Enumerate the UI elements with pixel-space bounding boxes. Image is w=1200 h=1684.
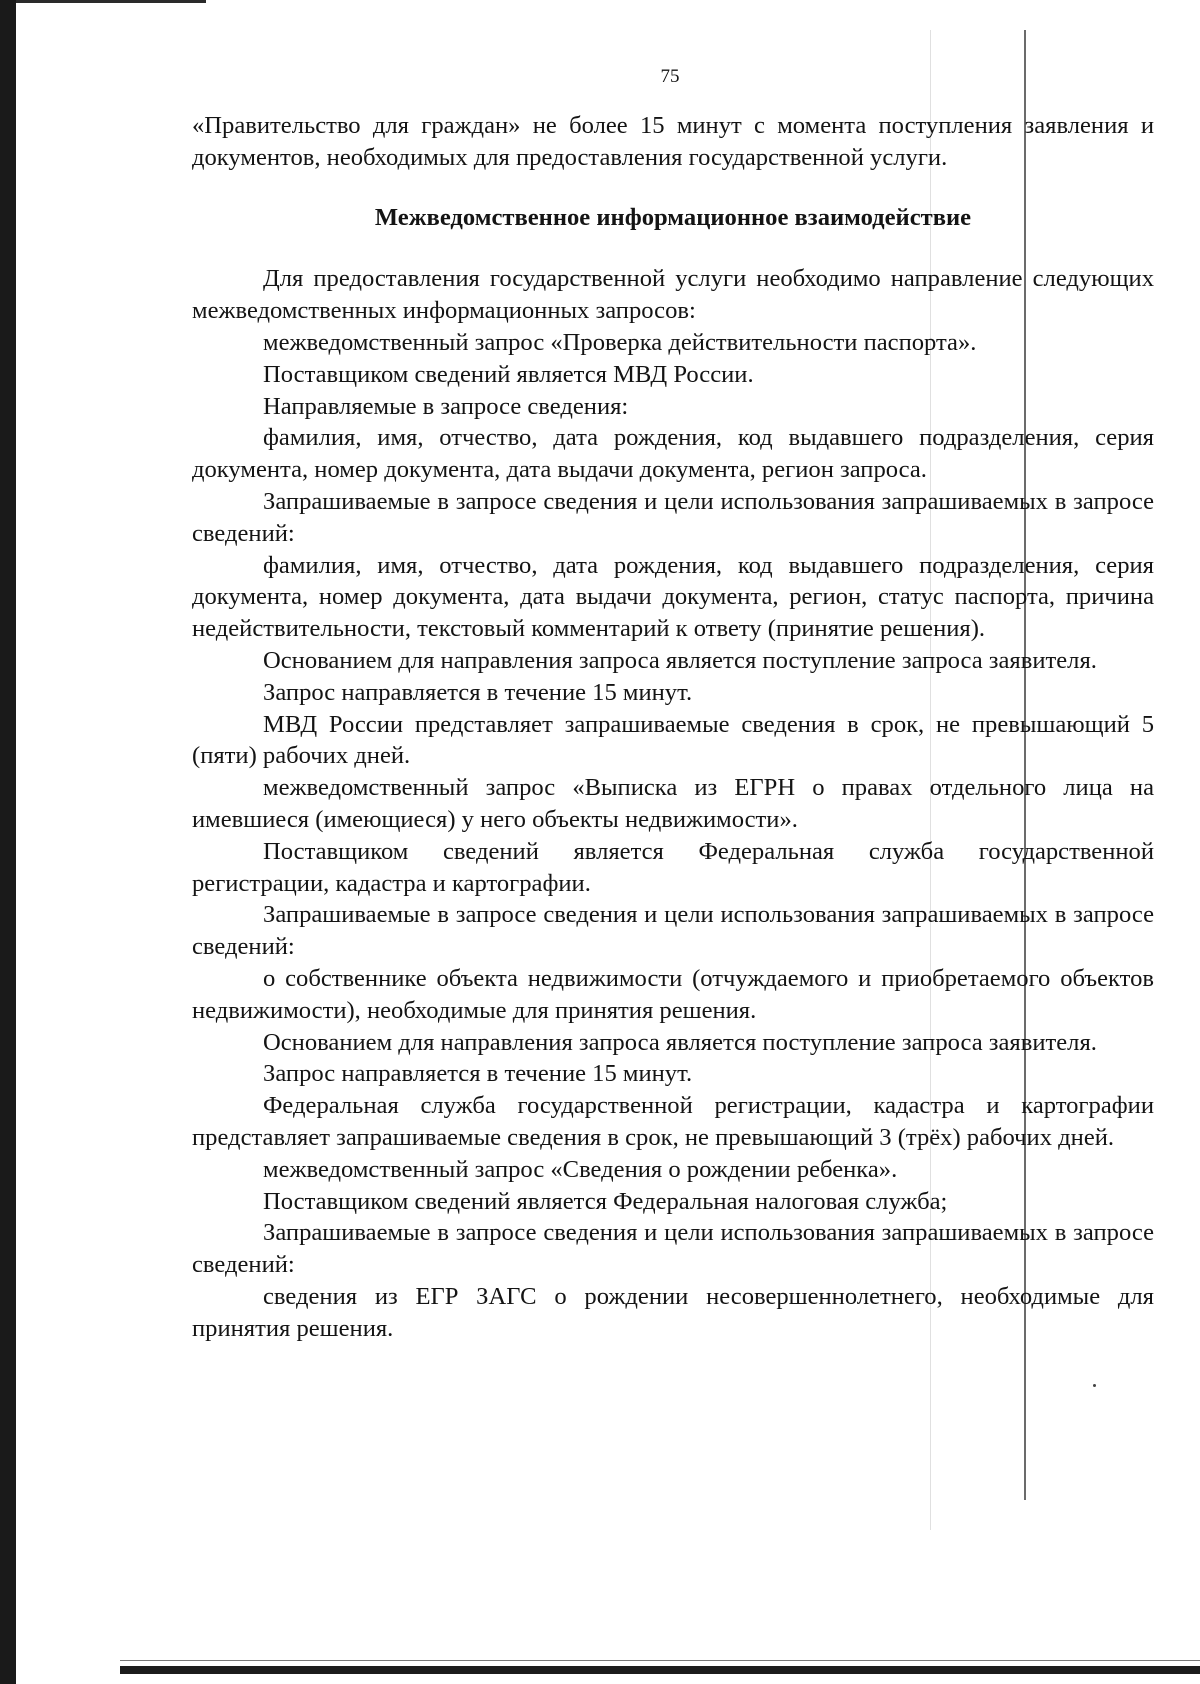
paragraph: Запрашиваемые в запросе сведения и цели использования запрашиваемых в запросе сведений:	[192, 901, 1154, 961]
paragraph: Запрашиваемые в запросе сведения и цели использования запрашиваемых в запросе сведений:	[192, 1219, 1154, 1279]
scan-edge-bottom-thin	[120, 1660, 1200, 1661]
paragraph: о собственнике объекта недвижимости (отчуждаемого и приобретаемого объектов недвижимости), необходимые для принятия решения.	[192, 964, 1154, 1024]
scan-edge-bottom	[120, 1666, 1200, 1674]
scan-edge-top	[16, 0, 206, 3]
page-number: 75	[660, 66, 680, 87]
paragraph: межведомственный запрос «Сведения о рождении ребенка».	[263, 1155, 898, 1183]
paragraph: сведения из ЕГР ЗАГС о рождении несовершеннолетнего, необходимые для принятия решения.	[192, 1282, 1154, 1342]
paragraph: Запрос направляется в течение 15 минут.	[263, 1060, 693, 1088]
paragraph: Запрашиваемые в запросе сведения и цели использования запрашиваемых в запросе сведений:	[192, 487, 1154, 547]
scan-speck	[1093, 1384, 1096, 1387]
paragraph: Запрос направляется в течение 15 минут.	[263, 678, 693, 706]
paragraph: Основанием для направления запроса является поступление запроса заявителя.	[263, 1028, 1097, 1056]
paragraph: Поставщиком сведений является Федеральная служба государственной регистрации, кадастра и картографии.	[192, 837, 1154, 897]
paragraph: Федеральная служба государственной регистрации, кадастра и картографии представляет запрашиваемые сведения в срок, не превышающий 3 (трёх) рабочих дней.	[192, 1092, 1154, 1151]
paragraph: межведомственный запрос «Выписка из ЕГРН о правах отдельного лица на имевшиеся (имеющиеся) у него объекты недвижимости».	[192, 774, 1154, 833]
paragraph: Для предоставления государственной услуги необходимо направление следующих межведомственных информационных запросов:	[192, 265, 1154, 325]
paragraph: Основанием для направления запроса является поступление запроса заявителя.	[263, 646, 1097, 674]
paragraph: Поставщиком сведений является МВД России.	[263, 360, 754, 388]
paragraph: Направляемые в запросе сведения:	[263, 392, 629, 420]
paragraph: межведомственный запрос «Проверка действительности паспорта».	[263, 328, 977, 356]
paragraph: фамилия, имя, отчество, дата рождения, код выдавшего подразделения, серия документа, номер документа, дата выдачи документа, регион запроса.	[192, 424, 1154, 484]
paragraph: МВД России представляет запрашиваемые сведения в срок, не превышающий 5 (пяти) рабочих дней.	[192, 710, 1154, 770]
document-body	[192, 110, 1154, 1344]
paragraph: «Правительство для граждан» не более 15 минут с момента поступления заявления и документов, необходимых для предоставления государственной услуги.	[192, 112, 1154, 171]
paragraph: Поставщиком сведений является Федеральная налоговая служба;	[263, 1187, 948, 1215]
scan-edge-left	[0, 0, 16, 1684]
section-heading: Межведомственное информационное взаимодействие	[374, 203, 972, 231]
paragraph: фамилия, имя, отчество, дата рождения, код выдавшего подразделения, серия документа, номер документа, дата выдачи документа, регион, статус паспорта, причина недействительности, текстовый комментарий к ответу (принятие решения).	[192, 551, 1154, 643]
